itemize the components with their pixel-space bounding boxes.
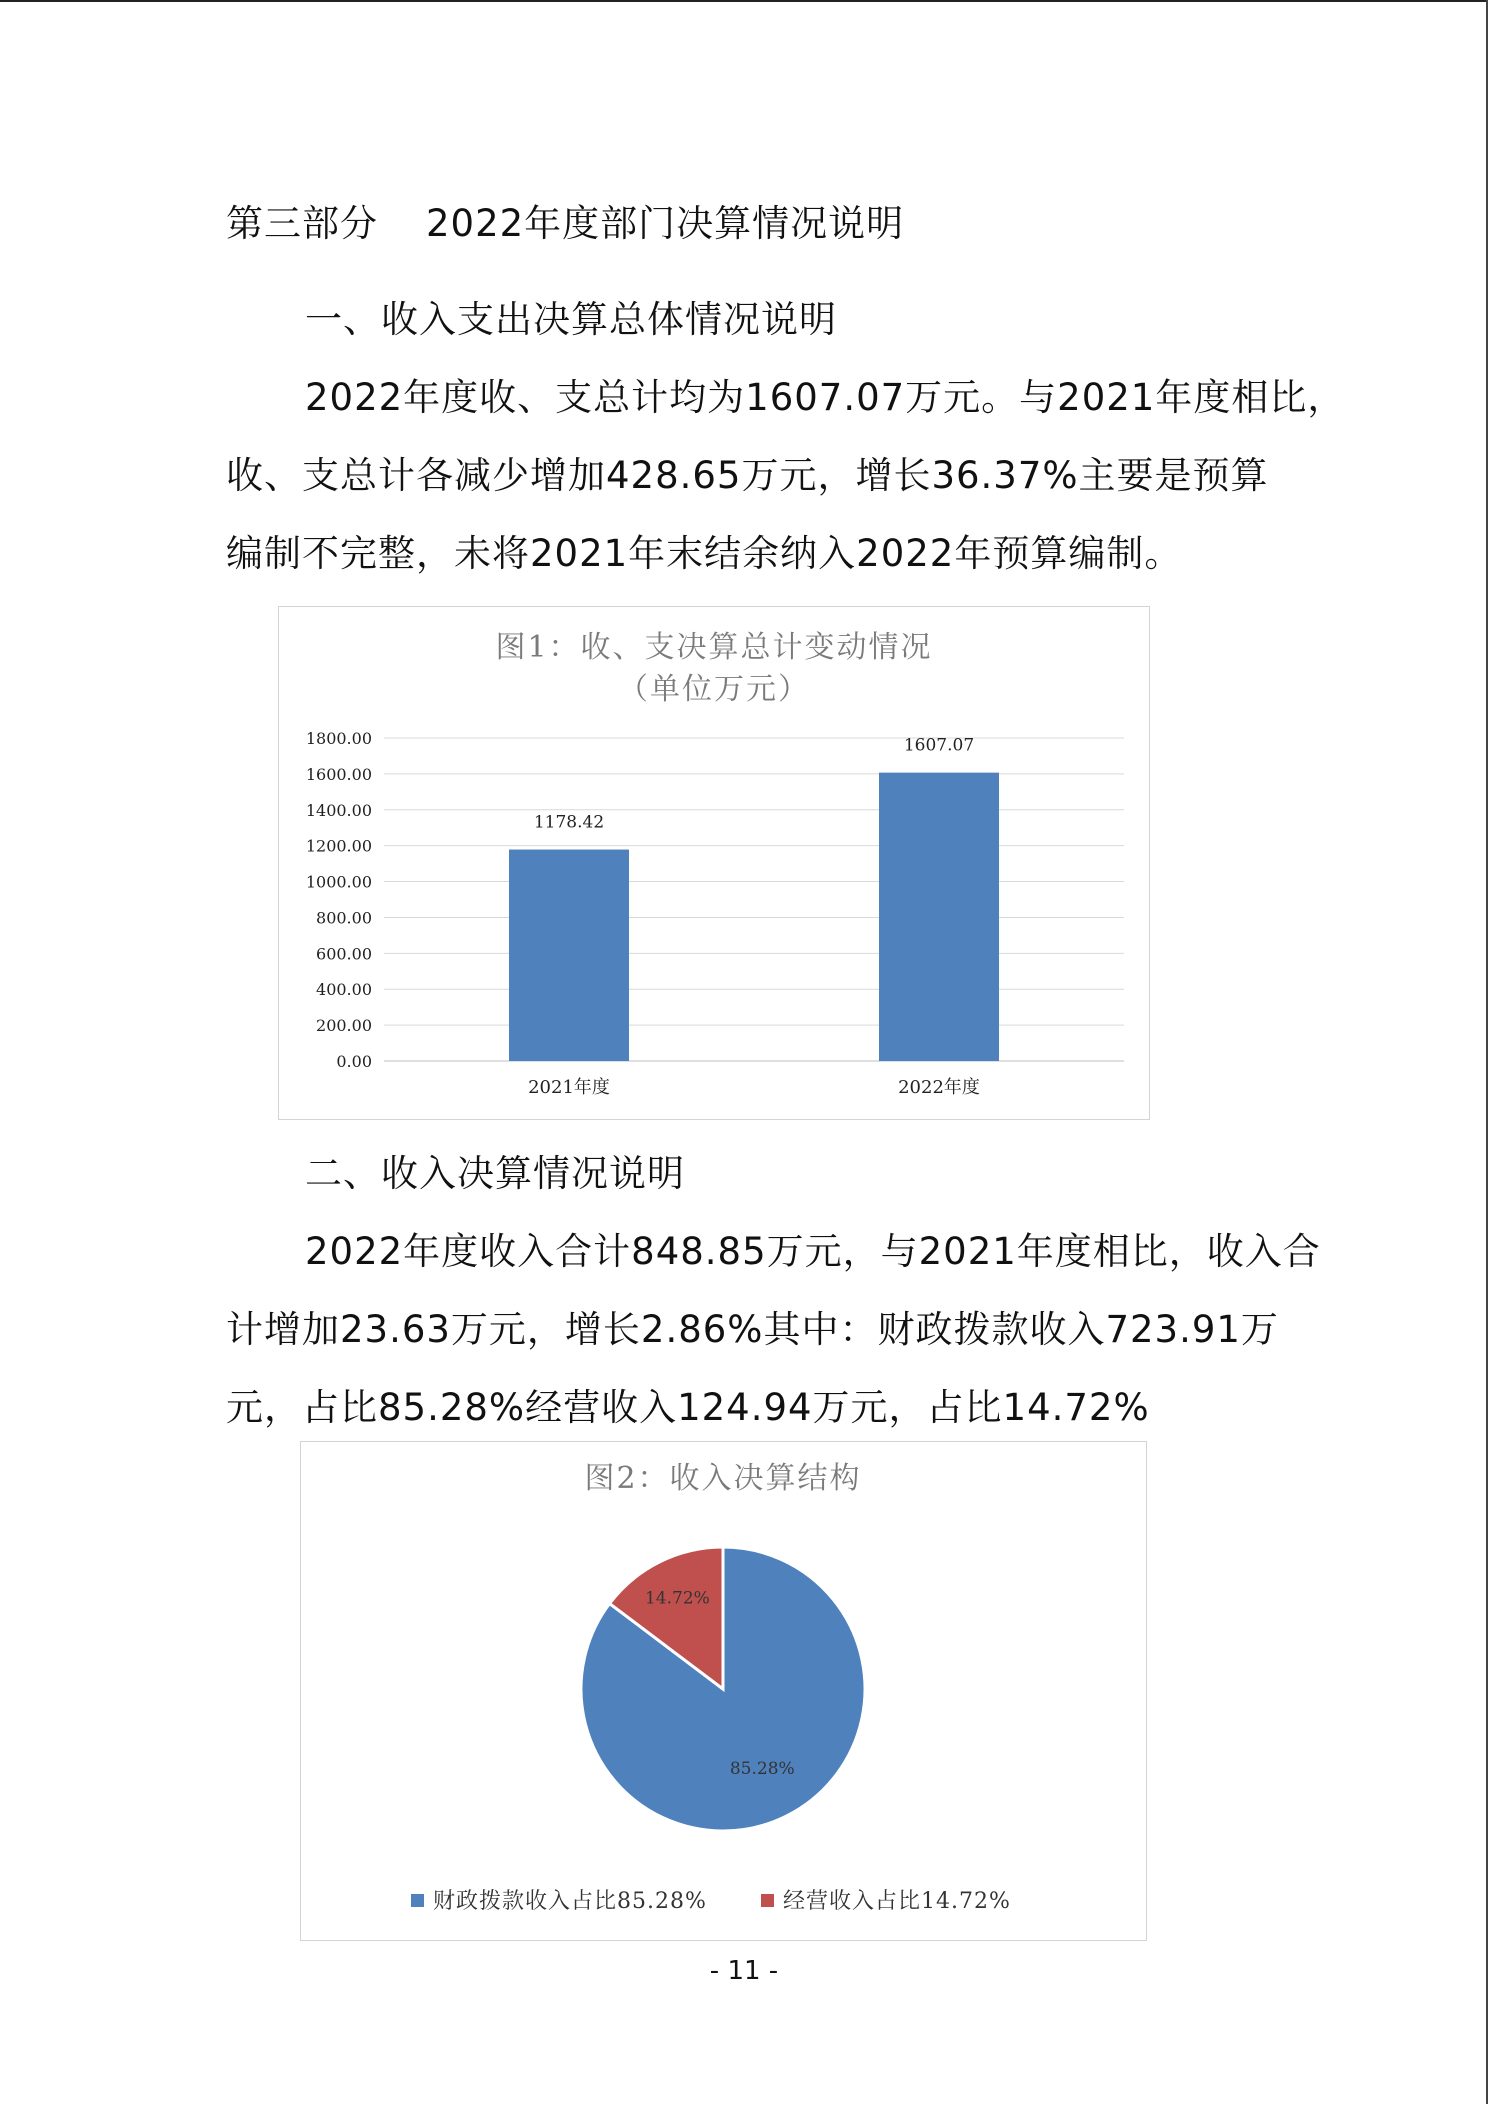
section1-title: 一、收入支出决算总体情况说明 xyxy=(305,298,837,341)
section1-line-2: 收、支总计各减少增加428.65万元，增长36.37%主要是预算 xyxy=(226,454,1269,497)
x-category-label: 2021年度 xyxy=(528,1077,610,1098)
bar-chart xyxy=(279,607,1149,1119)
pie-data-label: 14.72% xyxy=(644,1588,710,1609)
y-tick-label: 800.00 xyxy=(316,908,372,928)
legend-entry: 财政拨款收入占比85.28% xyxy=(433,1889,707,1914)
y-tick-label: 1600.00 xyxy=(305,764,372,784)
y-tick-label: 1000.00 xyxy=(305,872,372,892)
pie-chart-container xyxy=(300,1441,1147,1941)
y-tick-label: 1400.00 xyxy=(305,800,372,820)
bar xyxy=(509,850,629,1061)
bar-chart-title: 图1：收、支决算总计变动情况 xyxy=(495,630,933,665)
y-tick-label: 200.00 xyxy=(316,1016,372,1036)
y-tick-label: 1200.00 xyxy=(305,836,372,856)
section2-line-2: 计增加23.63万元，增长2.86%其中：财政拨款收入723.91万 xyxy=(226,1308,1279,1351)
legend-entry: 经营收入占比14.72% xyxy=(783,1889,1011,1914)
x-category-label: 2022年度 xyxy=(898,1077,980,1098)
section2-line-3: 元，占比85.28%经营收入124.94万元，占比14.72% xyxy=(226,1386,1150,1429)
pie-chart xyxy=(301,1442,1146,1940)
part-title: 2022年度部门决算情况说明 xyxy=(426,202,905,245)
pie-chart-title: 图2：收入决算结构 xyxy=(584,1461,862,1496)
bar xyxy=(879,773,999,1061)
section1-line-1: 2022年度收、支总计均为1607.07万元。与2021年度相比， xyxy=(305,376,1346,419)
y-tick-label: 0.00 xyxy=(336,1052,372,1071)
part-label: 第三部分 xyxy=(226,202,378,245)
legend-swatch xyxy=(411,1894,424,1907)
legend-swatch xyxy=(761,1894,774,1907)
bar-chart-container xyxy=(278,606,1150,1120)
top-border xyxy=(0,0,1488,2)
section1-line-3: 编制不完整，未将2021年末结余纳入2022年预算编制。 xyxy=(226,532,1183,575)
section2-line-1: 2022年度收入合计848.85万元，与2021年度相比，收入合 xyxy=(305,1230,1321,1273)
pie-data-label: 85.28% xyxy=(729,1758,795,1779)
y-tick-label: 600.00 xyxy=(316,944,372,964)
part-heading xyxy=(226,202,904,246)
bar-chart-subtitle: （单位万元） xyxy=(618,672,810,707)
bar-data-label: 1607.07 xyxy=(903,735,975,756)
bar-data-label: 1178.42 xyxy=(533,812,605,833)
y-tick-label: 400.00 xyxy=(316,980,372,1000)
y-tick-label: 1800.00 xyxy=(305,729,372,748)
page-number: - 11 - xyxy=(709,1956,779,1986)
section2-title: 二、收入决算情况说明 xyxy=(305,1152,685,1195)
